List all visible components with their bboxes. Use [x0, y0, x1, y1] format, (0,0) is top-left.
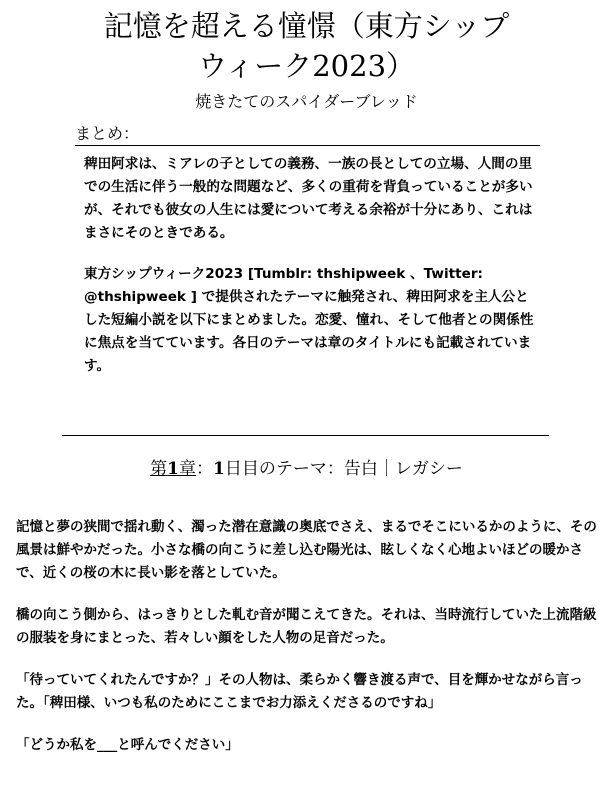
summary-body	[84, 153, 542, 396]
summary-paragraph: 東方シップウィーク2023 [Tumblr: thshipweek 、Twitter: @thshipweek ] で提供されたテーマに触発され、稗田阿求を主人公とした短編小説を以下にまとめました。恋愛、憧れ、そして他者との関係性に焦点を当てています。各日のテーマは章のタイトルにも記載されています。	[84, 266, 534, 374]
story-paragraph: 「どうか私を___と呼んでください」	[16, 737, 239, 753]
work-title	[0, 6, 613, 86]
chapter-separator: ：	[196, 459, 213, 479]
chapter-theme: 日目のテーマ：告白｜レガシー	[224, 459, 463, 479]
chapter-prefix: 第	[150, 459, 168, 479]
chapter-number-value: 1	[167, 459, 179, 479]
story-paragraph: 橋の向こう側から、はっきりとした軋む音が聞こえてきた。それは、当時流行していた上流階級の服装を身にまとった、若々しい顔をした人物の足音だった。	[16, 607, 597, 646]
chapter-divider	[62, 435, 549, 436]
story-paragraph: 記憶と夢の狭間で揺れ動く、濁った潜在意識の奥底でさえ、まるでそこにいるかのように、その風景は鮮やかだった。小さな橋の向こうに差し込む陽光は、眩しくなく心地よいほどの暖かさで、近くの桜の木に長い影を落としていた。	[16, 519, 597, 581]
work-title-line-2: ウィーク2023）	[197, 49, 416, 83]
chapter-suffix: 章	[179, 459, 196, 479]
chapter-heading	[0, 457, 613, 481]
chapter-day-number: 1	[213, 459, 225, 479]
work-title-line-1: 記憶を超える憧憬（東方シップ	[103, 9, 510, 43]
chapter-text	[16, 516, 598, 776]
author-name: 焼きたてのスパイダーブレッド	[195, 92, 418, 111]
summary-label: まとめ：	[75, 124, 140, 143]
summary-paragraph: 稗田阿求は、ミアレの子としての義務、一族の長としての立場、人間の里での生活に伴う一般的な問題など、多くの重荷を背負っていることが多いが、それでも彼女の人生には愛について考える余裕が十分にあり、これはまさにそのときである。	[84, 156, 533, 241]
story-paragraph: 「待っていてくれたんですか？」その人物は、柔らかく響き渡る声で、目を輝かせながら言った。「稗田様、いつも私のためにここまでお力添えくださるのですね」	[16, 672, 583, 711]
chapter-number	[150, 459, 196, 479]
summary-divider	[75, 145, 540, 146]
